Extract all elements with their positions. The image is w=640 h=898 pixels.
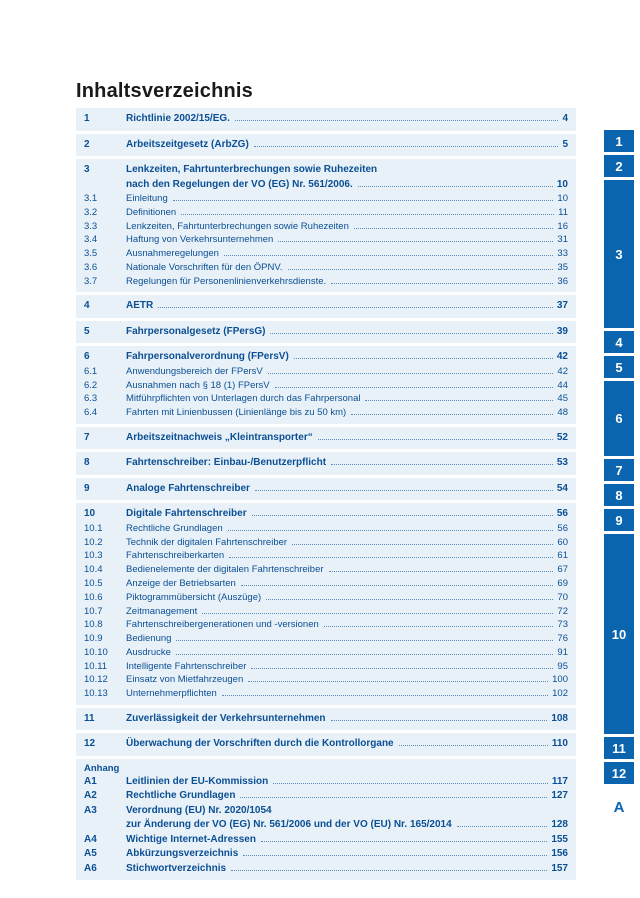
toc-entry[interactable] bbox=[84, 299, 568, 314]
toc-entry[interactable] bbox=[84, 737, 568, 752]
toc-entry[interactable] bbox=[84, 379, 568, 393]
toc-entry-page: 128 bbox=[551, 819, 568, 831]
toc-entry-number: 11 bbox=[84, 712, 95, 724]
toc-entry-label: Rechtliche Grundlagen bbox=[126, 522, 223, 534]
toc-entry-page: 48 bbox=[557, 407, 568, 419]
toc-entry-label: Lenkzeiten, Fahrtunterbrechungen sowie Ruhezeiten bbox=[126, 164, 378, 175]
toc-entry-page: 95 bbox=[557, 660, 568, 672]
toc-leader-dots bbox=[252, 514, 553, 516]
toc-entry-label: Fahrtenschreiberkarten bbox=[126, 550, 225, 562]
toc-entry-number: 3 bbox=[84, 164, 90, 175]
toc-entry-page: 76 bbox=[557, 633, 568, 645]
toc-entry-label: Digitale Fahrtenschreiber bbox=[126, 508, 247, 520]
toc-entry[interactable] bbox=[84, 112, 568, 127]
toc-entry-label: Einsatz von Mietfahrzeugen bbox=[126, 674, 244, 686]
appendix-heading: Anhang bbox=[84, 762, 120, 774]
toc-leader-dots bbox=[365, 399, 553, 401]
tab-index-A[interactable]: A bbox=[604, 787, 634, 827]
toc-entry-number: 10.9 bbox=[84, 633, 103, 645]
toc-entry-label: Anzeige der Betriebsarten bbox=[126, 577, 236, 589]
toc-entry[interactable] bbox=[84, 522, 568, 536]
toc-entry-page: 16 bbox=[557, 220, 568, 232]
toc-entry-number: 10.5 bbox=[84, 577, 103, 589]
toc-entry-number: 3.4 bbox=[84, 234, 98, 246]
toc-entry[interactable] bbox=[84, 431, 568, 446]
toc-leader-dots bbox=[173, 199, 554, 201]
toc-leader-dots bbox=[331, 719, 548, 721]
toc-section bbox=[76, 733, 576, 756]
tab-index-3[interactable]: 3 bbox=[604, 180, 634, 328]
toc-entry-page: 102 bbox=[552, 688, 568, 700]
toc-entry[interactable] bbox=[84, 673, 568, 687]
toc-entry[interactable] bbox=[84, 138, 568, 153]
toc-entry-number: 10.3 bbox=[84, 550, 103, 562]
toc-entry-label: Stichwortverzeichnis bbox=[126, 862, 227, 874]
toc-entry-label: Bedienung bbox=[126, 633, 172, 645]
toc-entry-page: 36 bbox=[557, 275, 568, 287]
toc-entry[interactable] bbox=[84, 862, 568, 877]
toc-entry[interactable] bbox=[84, 406, 568, 420]
toc-entry-number: A6 bbox=[84, 862, 97, 874]
toc-entry[interactable] bbox=[84, 833, 568, 848]
toc-entry-number: 10.8 bbox=[84, 619, 103, 631]
toc-entry[interactable] bbox=[84, 549, 568, 563]
toc-leader-dots bbox=[251, 667, 553, 669]
toc-leader-dots bbox=[176, 639, 553, 641]
toc-section bbox=[76, 295, 576, 318]
toc-leader-dots bbox=[248, 680, 548, 682]
tab-index-column bbox=[604, 130, 634, 830]
toc-entry-number: 4 bbox=[84, 300, 90, 312]
toc-entry-label: Rechtliche Grundlagen bbox=[126, 790, 236, 802]
toc-entry-number: 3.7 bbox=[84, 275, 98, 287]
toc-entry[interactable] bbox=[84, 646, 568, 660]
toc-entry-label: Arbeitszeitgesetz (ArbZG) bbox=[126, 138, 249, 150]
toc-entry-label: Abkürzungsverzeichnis bbox=[126, 848, 239, 860]
toc-entry-page: 10 bbox=[557, 193, 568, 204]
toc-entry-label: Analoge Fahrtenschreiber bbox=[126, 482, 250, 494]
toc-entry[interactable] bbox=[84, 220, 568, 234]
toc-leader-dots bbox=[266, 598, 553, 600]
tab-index-12[interactable]: 12 bbox=[604, 762, 634, 784]
toc-leader-dots bbox=[254, 145, 559, 147]
toc-entry-label: Haftung von Verkehrsunternehmen bbox=[126, 234, 274, 246]
toc-entry-label: Leitlinien der EU-Kommission bbox=[126, 775, 269, 787]
toc-entry-page: 108 bbox=[551, 712, 568, 724]
toc-entry-number: A5 bbox=[84, 848, 97, 860]
toc-entry[interactable] bbox=[84, 847, 568, 862]
toc-entry[interactable] bbox=[84, 325, 568, 340]
toc-entry-label: Fahrtenschreibergenerationen und -versionen bbox=[126, 619, 319, 631]
toc-entry-label: Richtlinie 2002/15/EG. bbox=[126, 113, 230, 124]
toc-section bbox=[76, 321, 576, 344]
toc-entry-label: Ausnahmeregelungen bbox=[126, 248, 219, 260]
toc-entry-page: 127 bbox=[551, 790, 568, 802]
toc-entry-number: 3.2 bbox=[84, 206, 98, 218]
toc-leader-dots bbox=[268, 372, 554, 374]
toc-entry-page: 37 bbox=[556, 300, 568, 312]
toc-entry-page: 4 bbox=[562, 113, 568, 124]
toc-entry-number: 10.4 bbox=[84, 564, 103, 576]
toc-entry-label: Regelungen für Personenlinienverkehrsdienste. bbox=[126, 275, 327, 287]
toc-leader-dots bbox=[273, 782, 548, 784]
toc-entry[interactable] bbox=[84, 687, 568, 701]
toc-entry-number: 10.11 bbox=[84, 660, 108, 672]
toc-entry-number: 2 bbox=[84, 138, 90, 150]
tab-index-9[interactable]: 9 bbox=[604, 509, 634, 531]
toc-section bbox=[76, 427, 576, 450]
toc-entry-page: 52 bbox=[556, 431, 568, 443]
toc-entry-label: Unternehmerpflichten bbox=[126, 688, 217, 700]
toc-entry-number: A3 bbox=[84, 804, 97, 816]
toc-leader-dots bbox=[358, 185, 553, 187]
toc-entry-number: 3.5 bbox=[84, 248, 98, 260]
toc-entry-label: Anwendungsbereich der FPersV bbox=[126, 365, 263, 377]
toc-entry-number: 3.1 bbox=[84, 193, 98, 204]
toc-entry-page: 45 bbox=[557, 393, 568, 405]
toc-leader-dots bbox=[288, 268, 554, 270]
toc-entry-label: Nationale Vorschriften für den ÖPNV. bbox=[126, 261, 283, 273]
toc-entry[interactable] bbox=[84, 804, 568, 819]
toc-entry-number: 6.4 bbox=[84, 407, 98, 419]
toc-entry[interactable] bbox=[84, 563, 568, 577]
toc-entry[interactable] bbox=[84, 275, 568, 289]
toc-entry-page: 42 bbox=[557, 365, 568, 377]
toc-entry-label: Ausnahmen nach § 18 (1) FPersV bbox=[126, 379, 270, 391]
toc-entry[interactable] bbox=[84, 660, 568, 674]
toc-leader-dots bbox=[261, 840, 547, 842]
toc-entry-page: 53 bbox=[556, 457, 568, 469]
toc-entry-number: 12 bbox=[84, 738, 96, 750]
toc-entry-number: 6.3 bbox=[84, 393, 98, 405]
toc-entry-label: Zeitmanagement bbox=[126, 605, 198, 617]
toc-leader-dots bbox=[351, 413, 553, 415]
toc-leader-dots bbox=[324, 625, 554, 627]
toc-entry-page: 54 bbox=[556, 482, 568, 494]
toc-leader-dots bbox=[270, 332, 552, 334]
toc-entry-page: 156 bbox=[551, 848, 568, 860]
toc-entry-number: 10.1 bbox=[84, 522, 103, 534]
toc-entry-page: 60 bbox=[557, 536, 568, 548]
toc-leader-dots bbox=[457, 825, 548, 827]
toc-entry-label: AETR bbox=[126, 300, 154, 312]
toc-leader-dots bbox=[224, 254, 553, 256]
toc-entry-number: 10.13 bbox=[84, 688, 108, 700]
toc-entry-label: Fahrpersonalgesetz (FPersG) bbox=[126, 325, 266, 337]
toc-entry-label: Überwachung der Vorschriften durch die Kontrollorgane bbox=[126, 738, 394, 750]
tab-index-2[interactable]: 2 bbox=[604, 155, 634, 177]
toc-entry-number: 10.12 bbox=[84, 674, 108, 686]
toc-entry[interactable] bbox=[84, 632, 568, 646]
toc-entry[interactable] bbox=[84, 577, 568, 591]
toc-leader-dots bbox=[255, 489, 553, 491]
toc-leader-dots bbox=[354, 227, 554, 229]
toc-leader-dots bbox=[231, 869, 547, 871]
toc-entry[interactable] bbox=[84, 507, 568, 522]
toc-entry-label: Fahrtenschreiber: Einbau-/Benutzerpflicht bbox=[126, 457, 327, 469]
toc-entry-label: Einleitung bbox=[126, 193, 168, 204]
toc-entry-page: 67 bbox=[557, 564, 568, 576]
toc-section bbox=[76, 452, 576, 475]
toc-leader-dots bbox=[318, 438, 553, 440]
tab-index-8[interactable]: 8 bbox=[604, 484, 634, 506]
toc-entry-number: 6.2 bbox=[84, 379, 98, 391]
toc-entry-label: Verordnung (EU) Nr. 2020/1054 bbox=[126, 804, 272, 816]
toc-leader-dots bbox=[399, 744, 548, 746]
toc-leader-dots bbox=[176, 653, 554, 655]
toc-entry-page: 33 bbox=[557, 248, 568, 260]
tab-index-11[interactable]: 11 bbox=[604, 737, 634, 759]
toc-entry-number: 3.6 bbox=[84, 261, 98, 273]
toc-entry[interactable] bbox=[84, 618, 568, 632]
toc-entry-label: Lenkzeiten, Fahrtunterbrechungen sowie Ruhezeiten bbox=[126, 220, 349, 232]
toc-section bbox=[76, 708, 576, 731]
toc-entry[interactable] bbox=[84, 163, 568, 178]
toc-leader-dots bbox=[243, 854, 547, 856]
toc-leader-dots bbox=[278, 240, 553, 242]
toc-entry-label: Fahrten mit Linienbussen (Linienlänge bis zu 50 km) bbox=[126, 407, 347, 419]
tab-index-1[interactable]: 1 bbox=[604, 130, 634, 152]
toc-entry[interactable] bbox=[84, 247, 568, 261]
toc-entry-page: 100 bbox=[552, 674, 568, 686]
toc-leader-dots bbox=[329, 570, 554, 572]
toc-entry-number: 10.2 bbox=[84, 536, 103, 548]
toc-leader-dots bbox=[331, 463, 553, 465]
toc-entry-label: Mitführpflichten von Unterlagen durch das Fahrpersonal bbox=[126, 393, 361, 405]
toc-leader-dots bbox=[331, 282, 553, 284]
toc-entry[interactable] bbox=[84, 775, 568, 790]
toc-entry-page: 72 bbox=[557, 605, 568, 617]
tab-index-7[interactable]: 7 bbox=[604, 459, 634, 481]
toc-entry[interactable] bbox=[84, 233, 568, 247]
toc-entry-label: Technik der digitalen Fahrtenschreiber bbox=[126, 536, 288, 548]
toc-entry-label: Wichtige Internet-Adressen bbox=[126, 833, 256, 845]
page-title: Inhaltsverzeichnis bbox=[76, 80, 253, 102]
toc-entry-number: 7 bbox=[84, 431, 90, 443]
toc-leader-dots bbox=[275, 386, 554, 388]
tab-index-6[interactable]: 6 bbox=[604, 381, 634, 456]
toc-entry[interactable] bbox=[84, 192, 568, 206]
toc-entry-page: 110 bbox=[551, 738, 568, 750]
toc-leader-dots bbox=[294, 357, 553, 359]
toc-entry-number: 5 bbox=[84, 325, 90, 337]
toc-entry-number: 1 bbox=[84, 113, 90, 124]
toc-leader-dots bbox=[158, 306, 553, 308]
toc-entry-page: 31 bbox=[557, 234, 568, 246]
table-of-contents bbox=[76, 108, 576, 883]
toc-entry-number: 3.3 bbox=[84, 220, 98, 232]
toc-entry-number: 8 bbox=[84, 457, 90, 469]
toc-entry[interactable] bbox=[84, 789, 568, 804]
toc-entry-page: 42 bbox=[556, 351, 568, 363]
toc-entry-number: A2 bbox=[84, 790, 97, 802]
toc-section bbox=[76, 159, 576, 292]
tab-index-10[interactable]: 10 bbox=[604, 534, 634, 734]
toc-leader-dots bbox=[240, 796, 547, 798]
tab-index-5[interactable]: 5 bbox=[604, 356, 634, 378]
toc-entry-label: Arbeitszeitnachweis „Kleintransporter“ bbox=[126, 431, 313, 443]
toc-entry-page: 35 bbox=[557, 261, 568, 273]
toc-entry-page: 10 bbox=[556, 178, 568, 190]
toc-appendix-section bbox=[76, 759, 576, 881]
toc-section bbox=[76, 346, 576, 424]
toc-leader-dots bbox=[228, 529, 554, 531]
toc-entry-label: Bedienelemente der digitalen Fahrtenschreiber bbox=[126, 564, 324, 576]
toc-entry-page: 69 bbox=[557, 577, 568, 589]
toc-entry[interactable] bbox=[84, 482, 568, 497]
toc-entry-number: A4 bbox=[84, 833, 97, 845]
toc-entry-number: 10 bbox=[84, 508, 96, 520]
toc-entry[interactable] bbox=[84, 818, 568, 833]
toc-entry-page: 73 bbox=[557, 619, 568, 631]
tab-index-4[interactable]: 4 bbox=[604, 331, 634, 353]
toc-entry-label: Fahrpersonalverordnung (FPersV) bbox=[126, 351, 289, 363]
toc-leader-dots bbox=[181, 213, 554, 215]
toc-entry[interactable] bbox=[84, 206, 568, 220]
toc-entry[interactable] bbox=[84, 712, 568, 727]
toc-entry[interactable] bbox=[84, 178, 568, 193]
toc-leader-dots bbox=[229, 556, 553, 558]
toc-entry-label: Intelligente Fahrtenschreiber bbox=[126, 660, 247, 672]
toc-entry[interactable] bbox=[84, 591, 568, 605]
toc-entry-page: 70 bbox=[557, 591, 568, 603]
toc-entry-number: 6.1 bbox=[84, 365, 98, 377]
toc-entry-page: 61 bbox=[557, 550, 568, 562]
toc-entry-label: Definitionen bbox=[126, 206, 177, 218]
toc-entry[interactable] bbox=[84, 536, 568, 550]
toc-entry[interactable] bbox=[84, 350, 568, 365]
toc-entry-page: 157 bbox=[551, 862, 568, 874]
toc-leader-dots bbox=[222, 694, 548, 696]
toc-entry[interactable] bbox=[84, 605, 568, 619]
toc-entry-page: 44 bbox=[557, 379, 568, 391]
toc-entry[interactable] bbox=[84, 392, 568, 406]
toc-entry-page: 56 bbox=[556, 508, 568, 520]
toc-entry-page: 91 bbox=[557, 646, 568, 658]
toc-entry-number: 10.7 bbox=[84, 605, 103, 617]
toc-section bbox=[76, 134, 576, 157]
toc-leader-dots bbox=[235, 119, 559, 121]
toc-entry-label: Piktogrammübersicht (Auszüge) bbox=[126, 591, 262, 603]
toc-entry-page: 39 bbox=[556, 325, 568, 337]
toc-entry-label: nach den Regelungen der VO (EG) Nr. 561/2006. bbox=[126, 178, 353, 190]
toc-entry-number: 10.6 bbox=[84, 591, 103, 603]
toc-section bbox=[76, 108, 576, 131]
toc-entry[interactable] bbox=[84, 365, 568, 379]
toc-entry-label: zur Änderung der VO (EG) Nr. 561/2006 und der VO (EU) Nr. 165/2014 bbox=[126, 819, 452, 831]
toc-entry-number: 10.10 bbox=[84, 646, 108, 658]
toc-entry-page: 5 bbox=[562, 138, 568, 150]
toc-entry-page: 155 bbox=[551, 833, 568, 845]
toc-leader-dots bbox=[202, 612, 553, 614]
toc-leader-dots bbox=[292, 543, 553, 545]
toc-entry[interactable] bbox=[84, 261, 568, 275]
toc-entry-page: 11 bbox=[558, 206, 568, 218]
toc-entry-number: 9 bbox=[84, 482, 90, 494]
toc-leader-dots bbox=[277, 812, 564, 813]
toc-entry-page: 56 bbox=[557, 522, 568, 534]
toc-leader-dots bbox=[241, 584, 554, 586]
toc-section bbox=[76, 503, 576, 704]
toc-leader-dots bbox=[382, 171, 564, 172]
toc-entry-number: 6 bbox=[84, 351, 90, 363]
toc-entry-page: 117 bbox=[551, 775, 568, 787]
toc-entry-number: A1 bbox=[84, 775, 97, 787]
toc-entry[interactable] bbox=[84, 456, 568, 471]
toc-entry-label: Zuverlässigkeit der Verkehrsunternehmen bbox=[126, 712, 326, 724]
toc-section bbox=[76, 478, 576, 501]
toc-entry-label: Ausdrucke bbox=[126, 646, 171, 658]
